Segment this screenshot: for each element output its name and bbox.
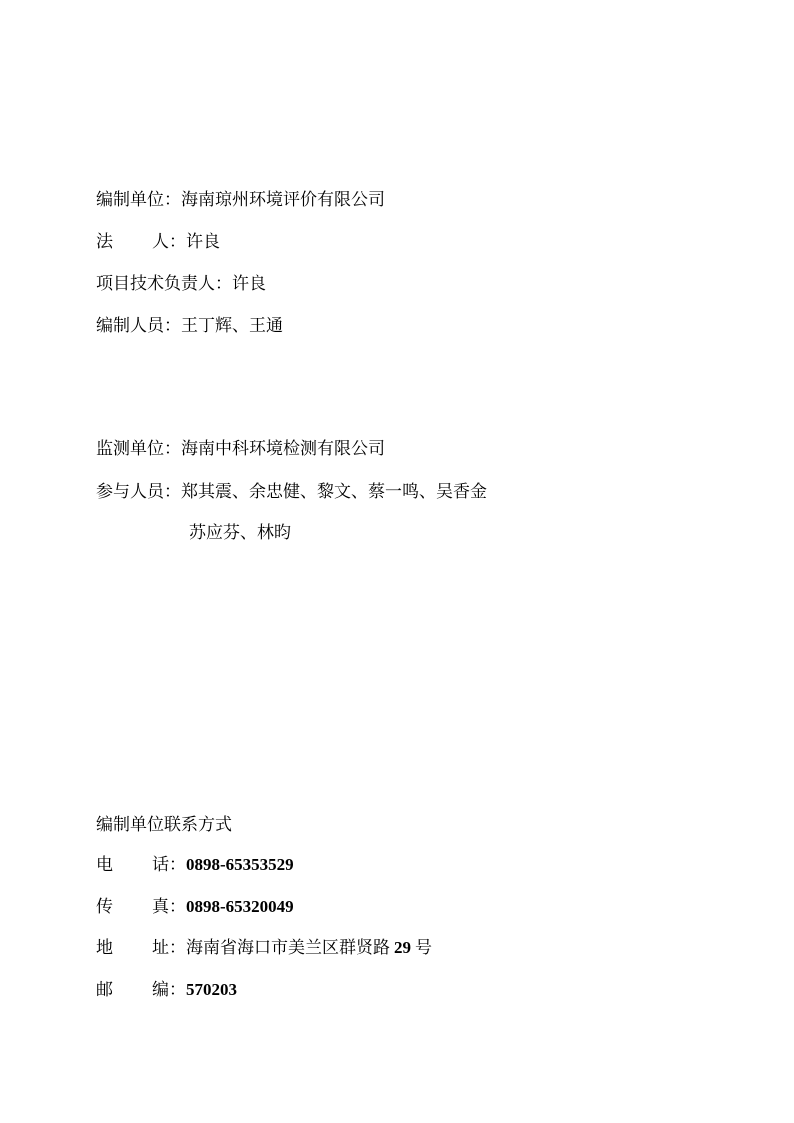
participants-continuation-line [189,523,291,543]
participants-value-line2: 苏应芬、林昀 [189,523,291,543]
fax-line [96,897,294,917]
legal-person-label-a: 法 [96,232,113,252]
address-line [96,938,432,958]
monitor-unit-value: 海南中科环境检测有限公司 [181,439,385,459]
phone-line [96,855,294,875]
legal-person-line [96,232,220,252]
address-label-b: 址： [152,938,186,958]
phone-label-b: 话： [152,855,186,875]
address-value-a: 海南省海口市美兰区群贤路 [186,938,390,958]
postcode-value: 570203 [186,980,237,999]
compile-staff-value: 王丁辉、王通 [181,316,283,336]
participants-value-line1: 郑其震、余忠健、黎文、蔡一鸣、吴香金 [181,482,487,502]
tech-lead-line [96,274,266,294]
address-value-b: 号 [415,938,432,958]
address-label-a: 地 [96,938,113,958]
phone-label-a: 电 [96,855,113,875]
legal-person-label-b: 人： [152,232,186,252]
address-value-number: 29 [394,938,411,957]
tech-lead-value: 许良 [232,274,266,294]
compile-staff-label: 编制人员： [96,316,181,336]
postcode-label-a: 邮 [96,980,113,1000]
contact-heading: 编制单位联系方式 [96,815,232,835]
postcode-label-b: 编： [152,980,186,1000]
postcode-line [96,980,237,1000]
participants-label: 参与人员： [96,482,181,502]
legal-person-value: 许良 [186,232,220,252]
compile-unit-value: 海南琼州环境评价有限公司 [181,190,385,210]
fax-label-b: 真： [152,897,186,917]
tech-lead-label: 项目技术负责人： [96,274,232,294]
monitor-unit-label: 监测单位： [96,439,181,459]
fax-label-a: 传 [96,897,113,917]
participants-line [96,482,487,502]
phone-value: 0898-65353529 [186,855,294,874]
compile-unit-label: 编制单位： [96,190,181,210]
compile-unit-line [96,190,385,210]
monitor-unit-line [96,439,385,459]
compile-staff-line [96,316,283,336]
fax-value: 0898-65320049 [186,897,294,916]
